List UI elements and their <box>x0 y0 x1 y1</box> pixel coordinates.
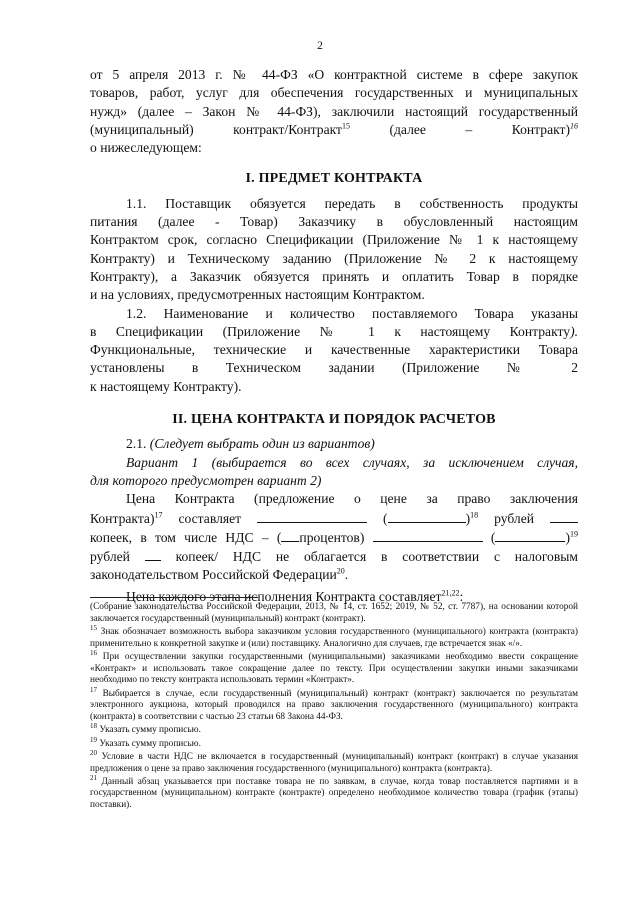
footnote-text: При осуществлении закупки государственными (муниципальными) заказчиками необходимо ввести сокращение «Контракт» и использовать такое сокращение далее по тексту. При осуществлении закупки иными заказчиками необходимо по тексту контракта использовать термин «Контракт». <box>90 651 578 686</box>
intro-phrase: (муниципальный) контракт/Контракт <box>90 121 342 137</box>
footnotes <box>90 602 578 813</box>
footnote <box>90 773 578 812</box>
price-phrase: составляет <box>178 510 242 526</box>
footnote-text: Указать сумму прописью. <box>99 725 201 736</box>
footnote <box>90 685 579 724</box>
footnote <box>90 722 578 737</box>
intro-line-contract <box>90 121 578 139</box>
vat-amount-blank[interactable] <box>373 528 483 542</box>
footnote-ref-18: 18 <box>470 510 479 519</box>
vat-percent-blank[interactable] <box>281 528 299 542</box>
footnote <box>90 623 578 650</box>
clause-line: и на условиях, предусмотренных настоящим Контрактом. <box>90 287 425 303</box>
price-phrase: копеек, в том числе НДС – ( <box>90 529 282 545</box>
footnote-ref-19: 19 <box>569 529 578 539</box>
price-phrase: копеек/ НДС не облагается в соответствии с налоговым <box>175 549 579 565</box>
footnote-number: 20 <box>90 748 97 757</box>
price-line <box>90 566 578 584</box>
footnote-continued <box>90 602 578 625</box>
footnote-ref-17: 17 <box>154 510 163 519</box>
clause-line: Функциональные, технические и качественные характеристики Товара <box>90 342 578 358</box>
vat-words-blank[interactable] <box>495 528 565 542</box>
footnote-text: Условие в части НДС не включается в государственный (муниципальный) контракт (контракт) в случае указания предложения о цене за право заключения государственного (муниципального) контракта (контракта). <box>90 751 578 774</box>
price-line <box>90 509 578 528</box>
clause-line: к настоящему Контракту). <box>90 378 242 394</box>
intro-phrase: (далее <box>389 121 426 137</box>
price-phrase: рублей <box>90 549 130 565</box>
footnote-ref-16: 16 <box>570 121 579 131</box>
footnote-text: Знак обозначает возможность выбора заказчиком условия государственного (муниципального) контракта (контракта) применительно к конкретной закупке и (или) поставщику. Аналогично для случаев, где встречается знак «/». <box>90 626 578 649</box>
footnote-text: Выбирается в случае, если государственный (муниципальный) контракт (контракт) заключается по результатам электронного аукциона, который проводился на право заключения государственного (муниципального) контракта (контракта) в соответствии с частью 23 статьи 68 Закона 44-ФЗ. <box>90 688 579 722</box>
intro-line: от 5 апреля 2013 г. № 44-ФЗ «О контрактной системе в сфере закупок <box>90 67 578 82</box>
footnote-number: 18 <box>90 722 97 731</box>
intro-line: о нижеследующем: <box>90 140 202 156</box>
footnote-ref-21-22: 21,22 <box>441 588 460 598</box>
footnote-text: Данный абзац указывается при поставке товара не по заявкам, в случае, когда товар поставляется партиями и в государственном (муниципальном) контракте (контракте) определено необходимое количество товара (график (этапы) поставки). <box>90 776 578 811</box>
choose-note: (Следует выбрать один из вариантов) <box>149 436 375 452</box>
paren: ) <box>565 529 570 545</box>
price-phrase: Контракта) <box>90 510 155 526</box>
footnote-number: 17 <box>90 685 97 694</box>
price-line <box>90 547 578 566</box>
price-amount-blank[interactable] <box>257 509 367 523</box>
footnote-text: Указать сумму прописью. <box>99 738 201 749</box>
price-line <box>90 528 578 547</box>
price-phrase: рублей <box>494 510 534 526</box>
variant-line: Вариант 1 (выбирается во всех случаях, за исключением случая, <box>126 454 578 470</box>
clause-line: питания (далее - Товар) Заказчику в обусловленный настоящим <box>90 214 578 230</box>
clause-line <box>90 323 578 341</box>
document-body <box>90 66 578 606</box>
footnote <box>90 735 578 751</box>
paren: ) <box>465 510 471 526</box>
footnote-text: (Собрание законодательства Российской Федерации, 2013, № 14, ст. 1652; 2019, № 52, ст. 7787), на основании которой заключается государственный (муниципальный) контракт (контракт). <box>90 602 578 624</box>
price-phrase: процентов) <box>299 529 365 545</box>
footnote <box>90 748 578 775</box>
kopecks-blank[interactable] <box>550 509 578 523</box>
price-line: Цена Контракта (предложение о цене за право заключения <box>126 491 578 507</box>
footnote-number: 21 <box>90 773 97 782</box>
footnote-number: 19 <box>90 735 97 744</box>
variant-line: для которого предусмотрен вариант 2) <box>90 472 322 488</box>
paren: ( <box>383 510 388 526</box>
footnote-ref-20: 20 <box>336 566 345 576</box>
vat-kopecks-blank[interactable] <box>145 547 161 561</box>
intro-phrase: Контракт) <box>511 121 571 137</box>
clause-line: установлены в Техническом задании (Приложение № 2 <box>90 360 578 376</box>
footnote-separator <box>90 597 258 598</box>
paren: ( <box>490 529 496 545</box>
clause-line: 1.2. Наименование и количество поставляемого Товара указаны <box>126 305 578 321</box>
footnote-number: 16 <box>90 648 97 657</box>
footnote-ref-15: 15 <box>341 121 350 131</box>
price-phrase: законодательством Российской Федерации <box>90 567 337 583</box>
intro-line: товаров, работ, услуг для обеспечения государственных и муниципальных <box>90 85 578 101</box>
clause-line: Контракту), а Заказчик обязуется принять и оплатить Товар в порядке <box>90 268 578 284</box>
clause-line: 1.1. Поставщик обязуется передать в собственность продукты <box>126 195 578 211</box>
clause-line <box>90 435 578 453</box>
intro-line: нужд» (далее – Закон № 44-ФЗ), заключили настоящий государственный <box>90 103 578 119</box>
section-heading-price: II. ЦЕНА КОНТРАКТА И ПОРЯДОК РАСЧЕТОВ <box>172 412 496 428</box>
stage-phrase: Цена каждого этапа исполнения Контракта составляет <box>126 588 442 604</box>
stage-colon: : <box>459 588 464 604</box>
intro-dash: – <box>465 121 473 137</box>
footnote-number: 15 <box>90 623 97 632</box>
clause-number: 2.1. <box>126 436 147 452</box>
price-phrase: . <box>344 567 349 583</box>
clause-phrase: ). <box>570 323 578 339</box>
price-words-blank[interactable] <box>388 509 466 523</box>
clause-line: Контракту) и Техническому заданию (Приложение № 2 к настоящему <box>90 250 578 266</box>
clause-phrase: в Спецификации (Приложение № 1 к настоящему Контракту <box>90 323 571 339</box>
clause-line: Контрактом срок, согласно Спецификации (Приложение № 1 к настоящему <box>90 232 578 248</box>
section-heading-subject: I. ПРЕДМЕТ КОНТРАКТА <box>245 171 423 187</box>
footnote <box>90 648 578 687</box>
page-number: 2 <box>317 40 323 52</box>
